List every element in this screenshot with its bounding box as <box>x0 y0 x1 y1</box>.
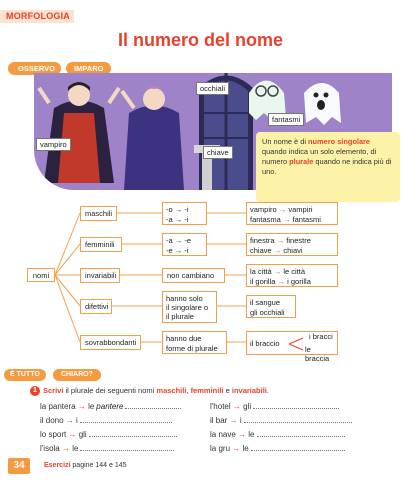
exercise-singular: il bar <box>210 416 228 425</box>
example-singular: il braccio <box>250 339 280 348</box>
rule-line: -o → -i <box>166 205 189 214</box>
exercise-number: 1 <box>30 386 40 396</box>
example-singular: fantasma <box>250 215 281 224</box>
page-title: Il numero del nome <box>117 30 284 50</box>
exercise-item: il bar → i <box>210 414 352 425</box>
branch-arrows <box>287 334 307 354</box>
witch-illustration <box>122 86 184 190</box>
category-femminili: femminili <box>80 237 122 252</box>
exercise-singular: la pantera <box>40 402 76 411</box>
exercise-singular: l'hotel <box>210 402 231 411</box>
exercise-article: i <box>239 416 242 425</box>
answer-line[interactable] <box>89 428 177 437</box>
exercise-item: il dono → i <box>40 414 172 425</box>
label-occhiali: occhiali <box>196 82 229 95</box>
example-plural: chiavi <box>283 246 303 255</box>
exercise-article: le <box>88 402 95 411</box>
rule-maschili <box>162 202 207 225</box>
label-vampiro: vampiro <box>36 138 71 151</box>
rule-line: hanno solo <box>166 294 203 303</box>
info-text-3: quando ne indica più di uno. <box>262 157 392 176</box>
instr-scrivi: Scrivi <box>43 386 66 395</box>
info-plurale: plurale <box>289 157 314 166</box>
rule-sovrabbondanti <box>162 331 227 354</box>
instr-sep: , <box>186 386 191 395</box>
etutto-tab: È TUTTO <box>4 369 46 381</box>
rule-line: -e → -i <box>166 246 189 255</box>
examples-maschili: vampiro → vampiri fantasma → fantasmi <box>246 202 338 225</box>
category-invariabili: invariabili <box>80 268 120 283</box>
section-tag: MORFOLOGIA <box>6 11 70 21</box>
chiaro-tab: CHIARO? <box>53 369 101 381</box>
exercises-reference[interactable] <box>44 462 127 469</box>
example-singular: la città <box>250 267 272 276</box>
answer-line[interactable] <box>80 442 174 451</box>
example-plural: i gorilla <box>287 277 311 286</box>
info-singolare: singolare <box>337 137 371 146</box>
instr-sep: e <box>223 386 232 395</box>
rule-line: il singolare o <box>166 303 209 312</box>
example-plural: vampiri <box>288 205 313 214</box>
answer-line[interactable] <box>125 400 181 409</box>
example-plural: fantasmi <box>292 215 321 224</box>
examples-invariabili: la città → le città il gorilla → i gorilla <box>246 264 338 287</box>
exercise-singular: l'isola <box>40 444 60 453</box>
category-sovrabbondanti: sovrabbondanti <box>80 335 141 350</box>
examples-femminili: finestra → finestre chiave → chiavi <box>246 233 338 256</box>
rule-line: forme di plurale <box>166 344 218 353</box>
exercise-article: le <box>242 444 249 453</box>
info-text-1: Un nome è di <box>262 137 309 146</box>
example-singular: finestra <box>250 236 275 245</box>
example-singular: il gorilla <box>250 277 276 286</box>
page-number: 34 <box>8 458 30 474</box>
answer-field[interactable]: pantere <box>96 402 124 411</box>
rule-line: hanno due <box>166 334 202 343</box>
exercise-singular: lo sport <box>40 430 67 439</box>
rule-difettivi <box>162 291 217 323</box>
exercise-singular: la gru <box>210 444 231 453</box>
instr-dot: . <box>266 386 269 395</box>
answer-line[interactable] <box>80 414 172 423</box>
exercises-pages: pagine 144 e 145 <box>70 462 127 469</box>
exercise-article: gli <box>243 402 252 411</box>
category-difettivi: difettivi <box>80 299 112 314</box>
category-maschili: maschili <box>80 206 117 221</box>
instr-invariabili: invariabili <box>231 386 267 395</box>
example-plural: i bracci <box>309 332 333 341</box>
answer-line[interactable] <box>253 400 339 409</box>
rule-line: -a → -e <box>166 236 192 245</box>
exercise-article: i <box>76 416 78 425</box>
examples-difettivi <box>246 295 296 318</box>
instr-maschili: maschili <box>156 386 187 395</box>
node-nomi: nomi <box>27 268 55 282</box>
rule-invariabili: non cambiano <box>162 268 225 283</box>
info-text-2: quando indica un solo elemento, di numero <box>262 147 377 166</box>
answer-line[interactable] <box>257 428 345 437</box>
answer-line[interactable] <box>244 414 352 423</box>
exercise-article: gli <box>78 430 87 439</box>
example-plural: le braccia <box>305 345 330 363</box>
exercise-item: la pantera → le pantere <box>40 400 181 411</box>
instr-femminili: femminili <box>190 386 224 395</box>
example-plural: gli occhiali <box>250 308 285 317</box>
exercise-singular: il dono <box>40 416 64 425</box>
example-singular: chiave <box>250 246 272 255</box>
exercise-item: l'isola → le <box>40 442 174 453</box>
label-chiave: chiave <box>203 146 233 159</box>
osservo-tab: OSSERVO <box>8 62 61 75</box>
exercises-label: Esercizi <box>44 462 71 469</box>
example-singular: il sangue <box>250 298 281 307</box>
exercise-article: le <box>72 444 79 453</box>
example-plural: le città <box>283 267 306 276</box>
exercise-item: lo sport → gli <box>40 428 177 439</box>
imparo-tab: IMPARO <box>66 62 111 75</box>
exercise-item: la nave → le <box>210 428 345 439</box>
vampire-illustration <box>39 82 119 183</box>
exercise-item: la gru → le <box>210 442 345 453</box>
exercise-item: l'hotel → gli <box>210 400 339 411</box>
examples-sovrabbondanti <box>246 331 338 363</box>
exercise-article: le <box>248 430 255 439</box>
label-fantasmi: fantasmi <box>268 113 304 126</box>
example-plural: finestre <box>286 236 311 245</box>
info-numero: numero <box>308 137 336 146</box>
example-singular: vampiro <box>250 205 277 214</box>
rule-line: il plurale <box>166 312 194 321</box>
instr-text: il plurale dei seguenti nomi <box>65 386 157 395</box>
definition-box <box>256 132 400 202</box>
rule-line: -a → -i <box>166 215 189 224</box>
exercise-instruction <box>43 386 269 395</box>
answer-line[interactable] <box>251 442 345 451</box>
exercise-singular: la nave <box>210 430 236 439</box>
rule-femminili <box>162 233 207 256</box>
